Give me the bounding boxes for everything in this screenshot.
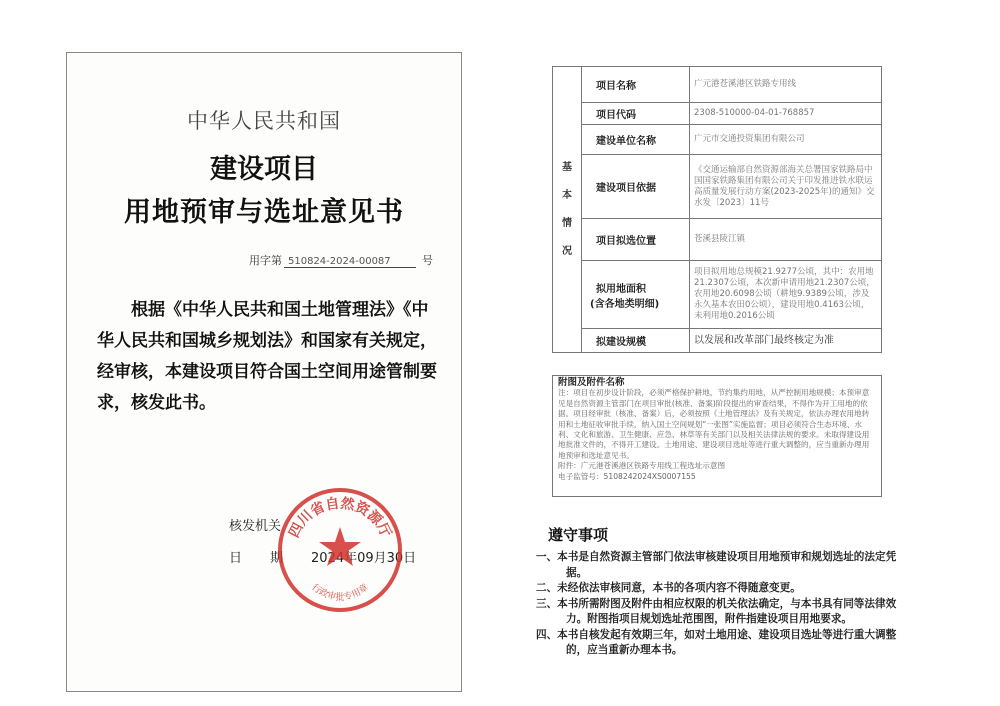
notice-item: 四、本书自核发起有效期三年，如对土地用途、建设项目选址等进行重大调整的，应当重新办理本书。: [536, 628, 897, 656]
notice-item: 二、未经依法审核同意，本书的各项内容不得随意变更。: [536, 582, 801, 594]
svg-text:行政审批专用章: [309, 581, 370, 603]
basic-info-table: [552, 66, 882, 353]
row-label-scale: 拟建设规模: [582, 329, 690, 353]
row-value-basis: 《交通运输部自然资源部海关总署国家铁路局中国国家铁路集团有限公司关于印发推进铁水联运高质量发展行动方案(2023-2025年)的通知》交水发〔2023〕11号: [690, 155, 882, 219]
table-row: [553, 103, 882, 125]
row-value-project-name: 广元港苍溪港区铁路专用线: [690, 67, 882, 103]
certificate-cover-page: [66, 52, 462, 692]
seal-ring-text: 四川省自然资源厅: [286, 495, 394, 541]
table-row: [553, 155, 882, 219]
doc-no-value: 510824-2024-00087: [284, 256, 416, 268]
title-line-1: 建设项目: [210, 154, 318, 185]
row-value-location: 苍溪县陵江镇: [690, 219, 882, 261]
attachments-line-2: 电子监管号：5108242024XS0007155: [558, 471, 696, 481]
row-label-project-name: 项目名称: [582, 67, 690, 103]
certificate-body-text: 根据《中华人民共和国土地管理法》《中华人民共和国城乡规划法》和国家有关规定，经审核，本建设项目符合国土空间用途管制要求，核发此书。: [97, 300, 437, 413]
row-label-project-code: 项目代码: [582, 103, 690, 125]
side-label-basic-situation: [553, 67, 582, 353]
title-line-2: 用地预审与选址意见书: [124, 197, 404, 228]
area-label-main: 拟用地面积: [596, 283, 646, 295]
attachments-box: [552, 375, 882, 497]
seal-bottom-text: 行政审批专用章: [309, 582, 371, 603]
row-value-area: 项目拟用地总规模21.9277公顷，其中：农用地21.2307公顷，本次新申请用地21.2307公顷，农用地20.6098公顷（耕地9.9389公顷，涉及永久基本农田0公顷），建设用地0.4163公顷，未利用地0.2016公顷: [690, 261, 882, 329]
side-char: 本: [562, 189, 572, 201]
side-char: 基: [562, 161, 572, 173]
attachments-body: 注：项目在初步设计阶段，必须严格保护耕地，节约集约用地，从严控制用地规模；本预审意见是自然资源主管部门在项目审批(核准、备案)阶段提出的审查结果，不得作为开工用地的依据。项目经审批（核准、备案）后，必须按照《土地管理法》及有关规定，依法办理农用地转用和土地征收审批手续，纳入国土空间规划“一张图”实施监督；项目必须符合生态环境、水利、文化和旅游、卫生健康、应急、林草等有关部门以及相关法律法规的要求。未取得建设用地批准文件的，不得开工建设。土地用途、建设项目选址等进行重大调整的，应当重新办理用地预审和选址意见书。: [558, 388, 870, 460]
certificate-detail-page: [512, 44, 924, 694]
side-char: 情: [562, 217, 572, 229]
attachments-title: 附图及附件名称: [558, 377, 625, 388]
row-label-basis: 建设项目依据: [582, 155, 690, 219]
row-label-builder: 建设单位名称: [582, 125, 690, 155]
table-row: [553, 219, 882, 261]
official-seal-icon: [273, 483, 407, 617]
country-name: 中华人民共和国: [187, 109, 341, 133]
table-row: [553, 67, 882, 103]
table-row: [553, 329, 882, 353]
table-row: [553, 125, 882, 155]
doc-no-label: 用字第: [249, 254, 282, 267]
document-number: [249, 252, 433, 268]
notice-item: 三、本书所需附图及附件由相应权限的机关依法确定，与本书具有同等法律效力。附图指项目规划选址范围图，附件指建设项目用地要求。: [536, 597, 897, 625]
notice-list: [536, 550, 906, 659]
attachments-line-1: 附件：广元港苍溪港区铁路专用线工程选址示意图: [558, 461, 726, 471]
date-label: 日期: [229, 551, 312, 566]
table-row: [553, 261, 882, 329]
notice-title: 遵守事项: [548, 526, 609, 544]
row-value-scale: 以发展和改革部门最终核定为准: [690, 329, 882, 353]
row-label-location: 项目拟选位置: [582, 219, 690, 261]
issuer-label: 核发机关: [229, 519, 282, 534]
row-value-project-code: 2308-510000-04-01-768857: [690, 103, 882, 125]
row-value-builder: 广元市交通投资集团有限公司: [690, 125, 882, 155]
area-label-detail: (含各地类明细): [590, 298, 660, 310]
doc-no-suffix: 号: [422, 254, 433, 267]
date-value: 2024年09月30日: [311, 551, 417, 566]
notice-item: 一、本书是自然资源主管部门依法审核建设项目用地预审和规划选址的法定凭据。: [536, 551, 897, 579]
row-label-area: [582, 261, 690, 329]
side-char: 况: [562, 245, 572, 257]
